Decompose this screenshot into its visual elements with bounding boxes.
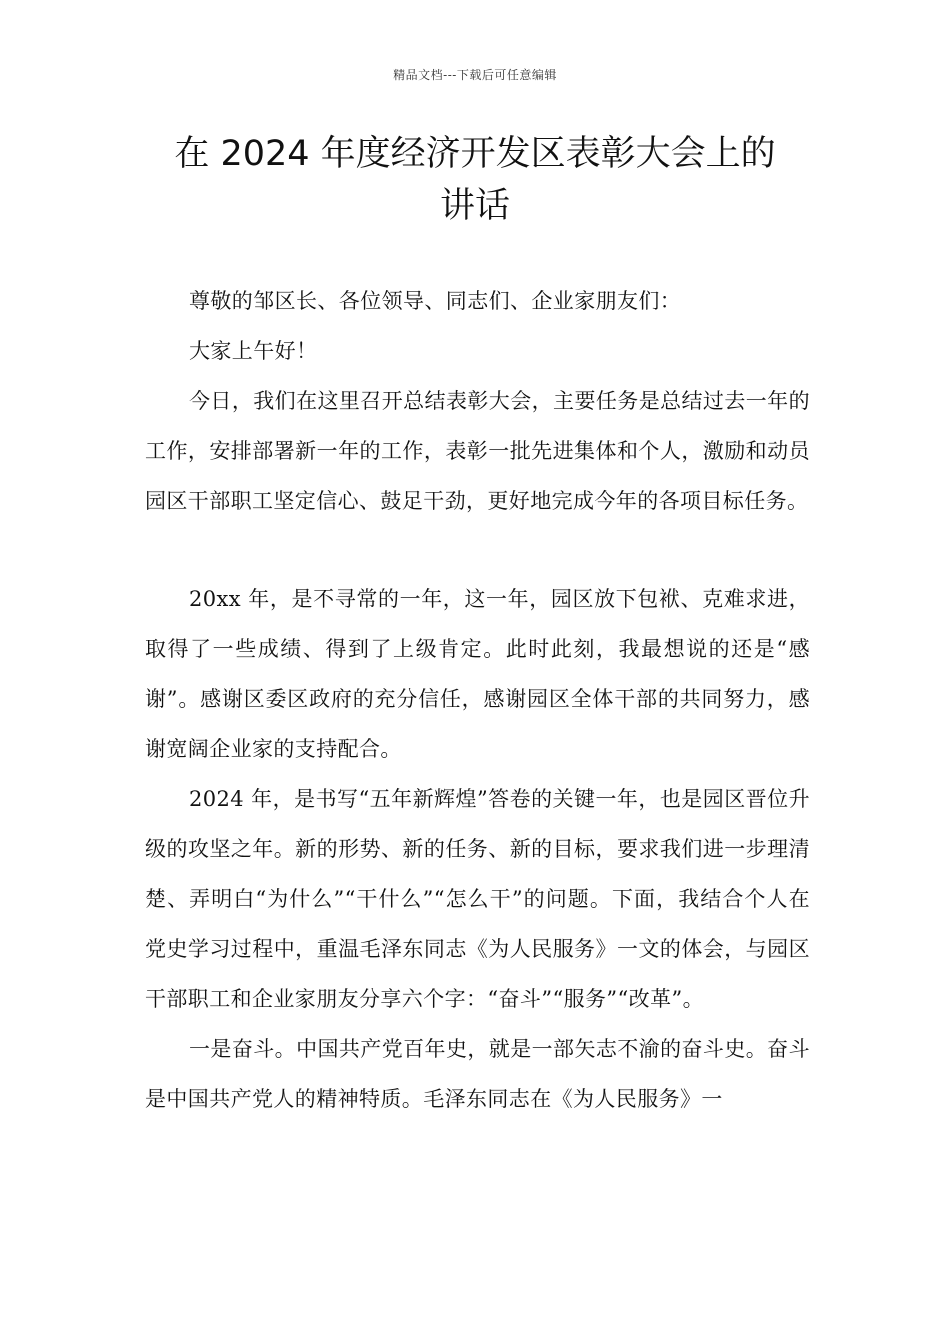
title-line-2: 讲话 (439, 186, 510, 226)
title-line-1: 在 2024 年度经济开发区表彰大会上的 (174, 134, 776, 174)
body-paragraph: 20xx 年，是不寻常的一年，这一年，园区放下包袱、克难求进，取得了一些成绩、得到了上级肯定。此时此刻，我最想说的还是“感谢”。感谢区委区政府的充分信任，感谢园区全体干部的共同努力，感谢宽阔企业家的支持配合。 (145, 587, 810, 761)
header-note: 精品文档---下载后可任意编辑 (393, 68, 557, 82)
body-paragraph: 今日，我们在这里召开总结表彰大会，主要任务是总结过去一年的工作，安排部署新一年的工作，表彰一批先进集体和个人，激励和动员园区干部职工坚定信心、鼓足干劲，更好地完成今年的各项目标任务。 (145, 389, 810, 513)
document-body (145, 276, 810, 1124)
salutation-paragraph: 尊敬的邹区长、各位领导、同志们、企业家朋友们： (189, 289, 682, 313)
body-paragraph: 一是奋斗。中国共产党百年史，就是一部矢志不渝的奋斗史。奋斗是中国共产党人的精神特质。毛泽东同志在《为人民服务》一 (145, 1037, 810, 1111)
body-paragraph: 2024 年，是书写“五年新辉煌”答卷的关键一年，也是园区晋位升级的攻坚之年。新的形势、新的任务、新的目标，要求我们进一步理清楚、弄明白“为什么”“干什么”“怎么干”的问题。下面，我结合个人在党史学习过程中，重温毛泽东同志《为人民服务》一文的体会，与园区干部职工和企业家朋友分享六个字：“奋斗”“服务”“改革”。 (145, 787, 810, 1011)
page-title (100, 128, 850, 232)
greeting-paragraph: 大家上午好！ (189, 339, 318, 363)
